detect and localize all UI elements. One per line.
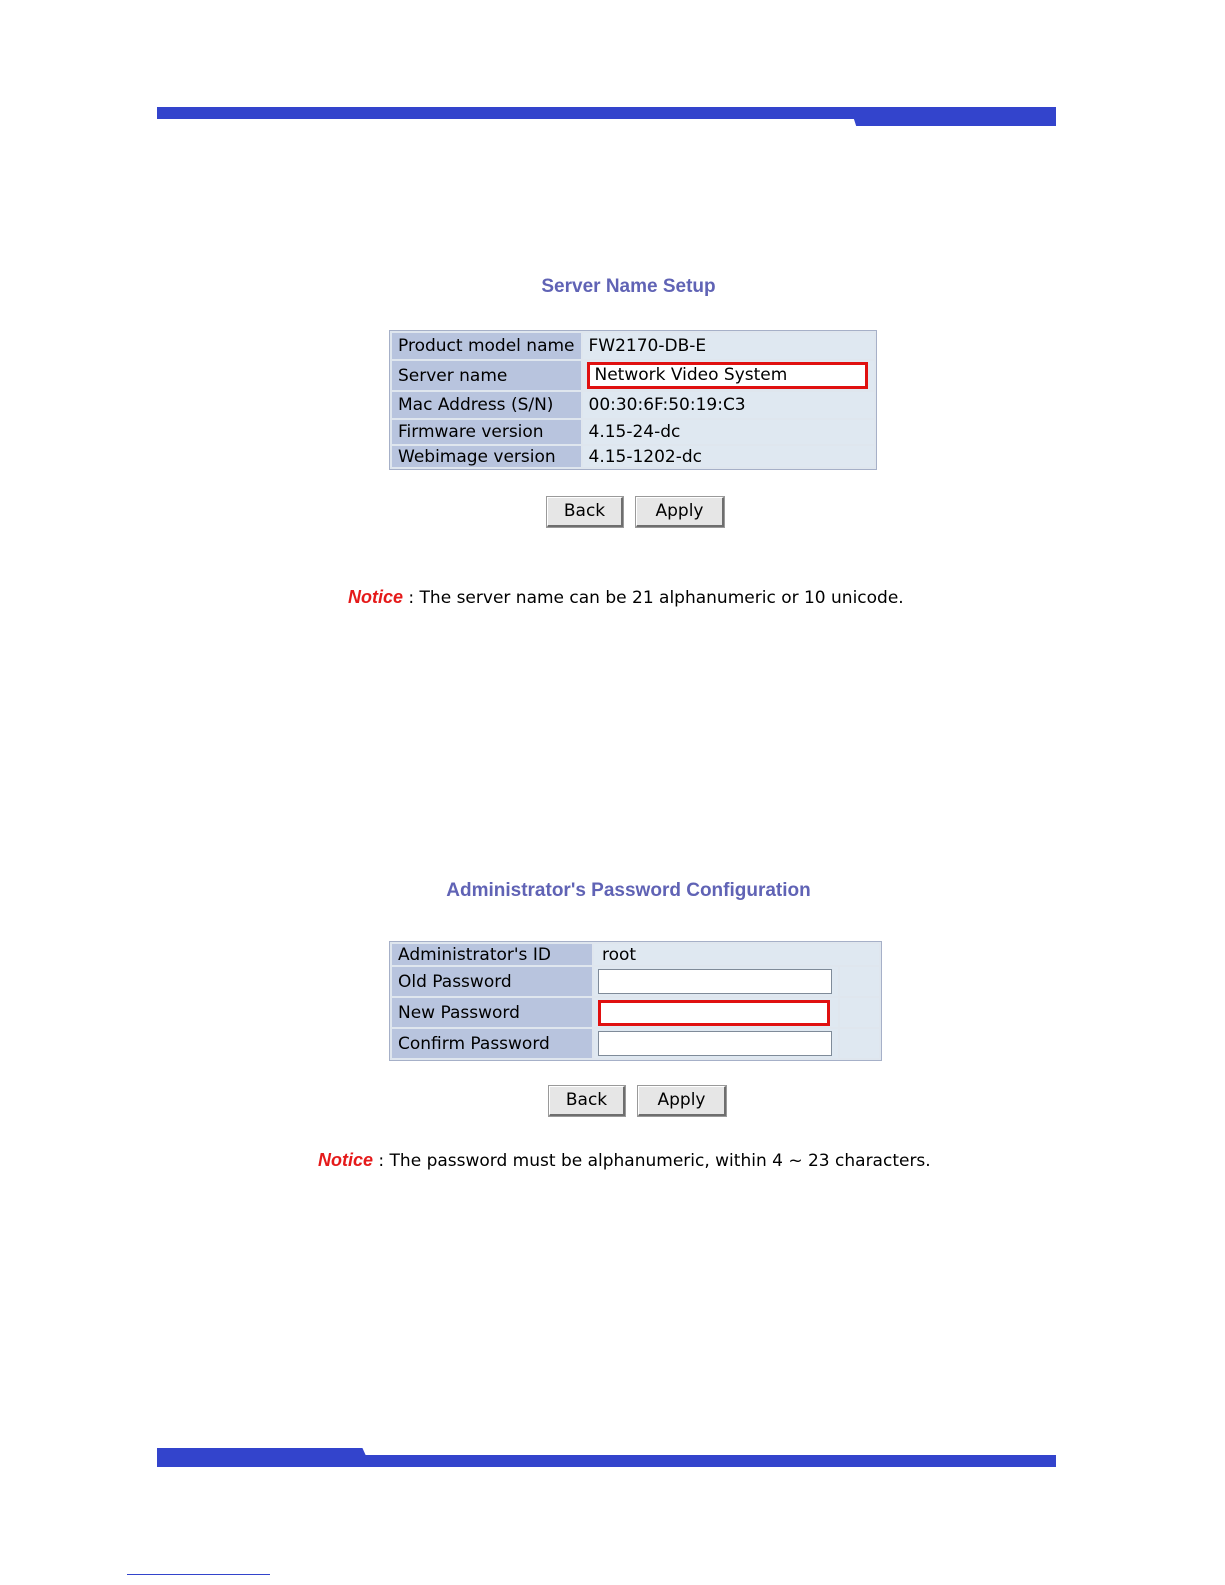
notice-label: Notice (348, 587, 404, 607)
server-apply-button[interactable]: Apply (636, 497, 724, 527)
admin-id-label: Administrator's ID (392, 944, 592, 965)
server-name-label: Server name (392, 361, 581, 390)
confirm-password-label: Confirm Password (392, 1029, 592, 1058)
table-row (392, 420, 874, 444)
mac-address-value: 00:30:6F:50:19:C3 (583, 392, 875, 418)
table-row (392, 361, 874, 390)
old-password-input[interactable] (598, 969, 832, 994)
product-model-value: FW2170-DB-E (583, 333, 875, 359)
server-notice (348, 587, 904, 608)
table-row (392, 392, 874, 418)
new-password-label: New Password (392, 998, 592, 1027)
password-notice (318, 1150, 931, 1171)
password-config-title: Administrator's Password Configuration (446, 880, 811, 901)
header-rule-tab (850, 107, 1056, 126)
table-row (392, 967, 879, 996)
server-name-input[interactable]: Network Video System (587, 362, 868, 389)
password-apply-button[interactable]: Apply (638, 1086, 726, 1116)
table-row (392, 1029, 879, 1058)
server-setup-title: Server Name Setup (541, 276, 716, 297)
product-model-label: Product model name (392, 333, 581, 359)
mac-address-label: Mac Address (S/N) (392, 392, 581, 418)
old-password-label: Old Password (392, 967, 592, 996)
webimage-version-value: 4.15-1202-dc (583, 446, 875, 467)
password-table (389, 941, 882, 1061)
table-row (392, 333, 874, 359)
table-row (392, 446, 874, 467)
server-back-button[interactable]: Back (547, 497, 623, 527)
admin-id-value: root (594, 944, 879, 965)
server-info-table (389, 330, 877, 470)
new-password-input[interactable] (598, 1000, 830, 1026)
table-row (392, 998, 879, 1027)
webimage-version-label: Webimage version (392, 446, 581, 467)
confirm-password-input[interactable] (598, 1031, 832, 1056)
password-back-button[interactable]: Back (549, 1086, 625, 1116)
password-notice-text: : The password must be alphanumeric, within 4 ~ 23 characters. (373, 1151, 931, 1171)
footer-underline (127, 1574, 270, 1575)
table-row (392, 944, 879, 965)
firmware-version-label: Firmware version (392, 420, 581, 444)
server-notice-text: : The server name can be 21 alphanumeric or 10 unicode. (403, 588, 904, 608)
footer-rule-tab (157, 1448, 371, 1467)
firmware-version-value: 4.15-24-dc (583, 420, 875, 444)
notice-label: Notice (318, 1150, 374, 1170)
